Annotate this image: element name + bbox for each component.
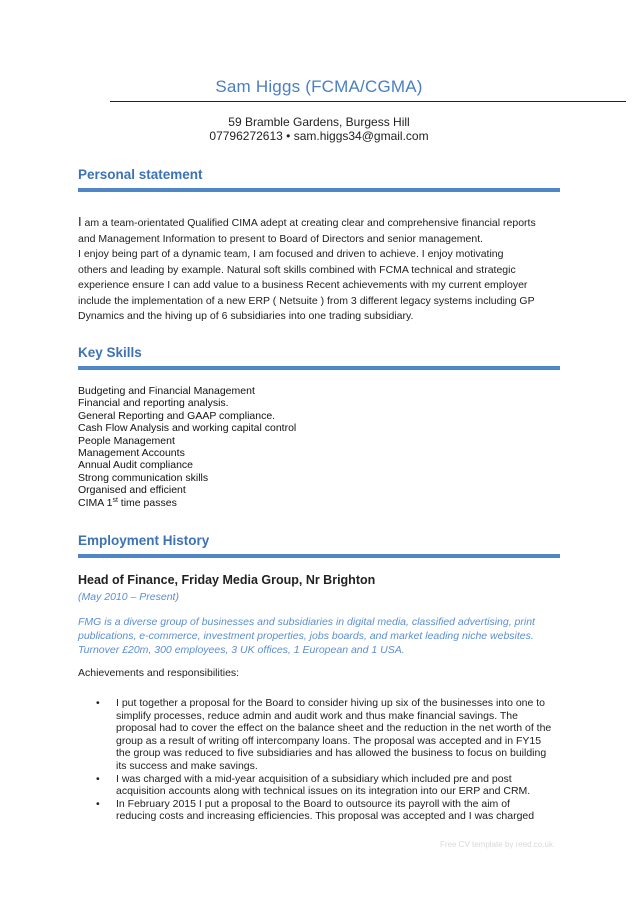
company-description — [78, 615, 564, 657]
bullet-icon: • — [96, 772, 100, 785]
company-line: FMG is a diverse group of businesses and subsidiaries in digital media, classified advertising, print — [78, 616, 535, 628]
bullet-icon: • — [96, 697, 100, 709]
name-divider — [110, 101, 626, 102]
contact-details: 07796272613 • sam.higgs34@gmail.com — [209, 129, 429, 143]
skill-item: Budgeting and Financial Management — [78, 385, 255, 397]
statement-line: Dynamics and the hiving up of 6 subsidiaries into one trading subsidiary. — [78, 310, 414, 322]
achievement-item: • I put together a proposal for the Board to consider hiving up six of the businesses into one to simplify processes, reduce admin and audit work and thus make financial savings. The proposal had to cover the effect on the balance sheet and the reduction in the net worth of the group as a result of writing off intercompany loans. The proposal was accepted and in FY15 the group was reduced to five subsidiaries and has allowed the business to focus on building its success and make savings. — [96, 697, 552, 772]
statement-line: experience ensure I can add value to a business Recent achievements with my current employer — [78, 279, 528, 291]
skill-item: General Reporting and GAAP compliance. — [78, 409, 276, 422]
section-divider — [78, 188, 560, 192]
company-line: publications, e-commerce, investment properties, jobs boards, and market leading niche websites. — [78, 630, 534, 642]
personal-statement-text — [78, 214, 564, 325]
section-divider — [78, 554, 560, 558]
footer-watermark: Free CV template by reed.co.uk — [440, 840, 553, 849]
achievement-item: • I was charged with a mid-year acquisition of a subsidiary which included pre and post acquisition accounts along with technical issues on its integration into our ERP and CRM. — [96, 772, 531, 798]
skill-item: Strong communication skills — [78, 471, 209, 484]
statement-line: and Management Information to present to Board of Directors and senior management. — [78, 232, 484, 245]
skill-item: Management Accounts — [78, 447, 185, 460]
achievements-list — [94, 697, 560, 823]
statement-line: others and leading by example. Natural soft skills combined with FCMA technical and strategic — [78, 263, 516, 276]
statement-first-letter: I — [78, 214, 82, 229]
skill-item: CIMA 1st time passes — [78, 496, 177, 509]
achievements-label: Achievements and responsibilities: — [78, 667, 240, 679]
address: 59 Bramble Gardens, Burgess Hill — [228, 115, 410, 129]
skill-item: People Management — [78, 434, 175, 447]
skill-item: Financial and reporting analysis. — [78, 397, 229, 410]
company-line: Turnover £20m, 300 employees, 3 UK offices, 1 European and 1 USA. — [78, 644, 405, 656]
statement-line: include the implementation of a new ERP ( Netsuite ) from 3 different legacy systems including GP — [78, 294, 535, 307]
job-dates: (May 2010 – Present) — [78, 591, 179, 603]
bullet-icon: • — [96, 797, 100, 810]
section-title-personal-statement: Personal statement — [78, 167, 203, 182]
job-title: Head of Finance, Friday Media Group, Nr Brighton — [78, 573, 376, 587]
key-skills-list — [78, 385, 296, 509]
achievement-item: • In February 2015 I put a proposal to the Board to outsource its payroll with the aim of reducing costs and increasing efficiencies. This proposal was accepted and I was charged — [96, 797, 535, 823]
section-title-employment-history: Employment History — [78, 533, 210, 548]
candidate-name: Sam Higgs (FCMA/CGMA) — [215, 77, 423, 96]
skill-item: Organised and efficient — [78, 484, 186, 497]
section-title-key-skills: Key Skills — [78, 345, 142, 360]
statement-line: I am a team-orientated Qualified CIMA adept at creating clear and comprehensive financial reports — [78, 214, 536, 229]
skill-item: Annual Audit compliance — [78, 459, 193, 472]
skill-item: Cash Flow Analysis and working capital control — [78, 422, 297, 435]
section-divider — [78, 366, 560, 370]
statement-line: I enjoy being part of a dynamic team, I am focused and driven to achieve. I enjoy motivating — [78, 248, 504, 260]
